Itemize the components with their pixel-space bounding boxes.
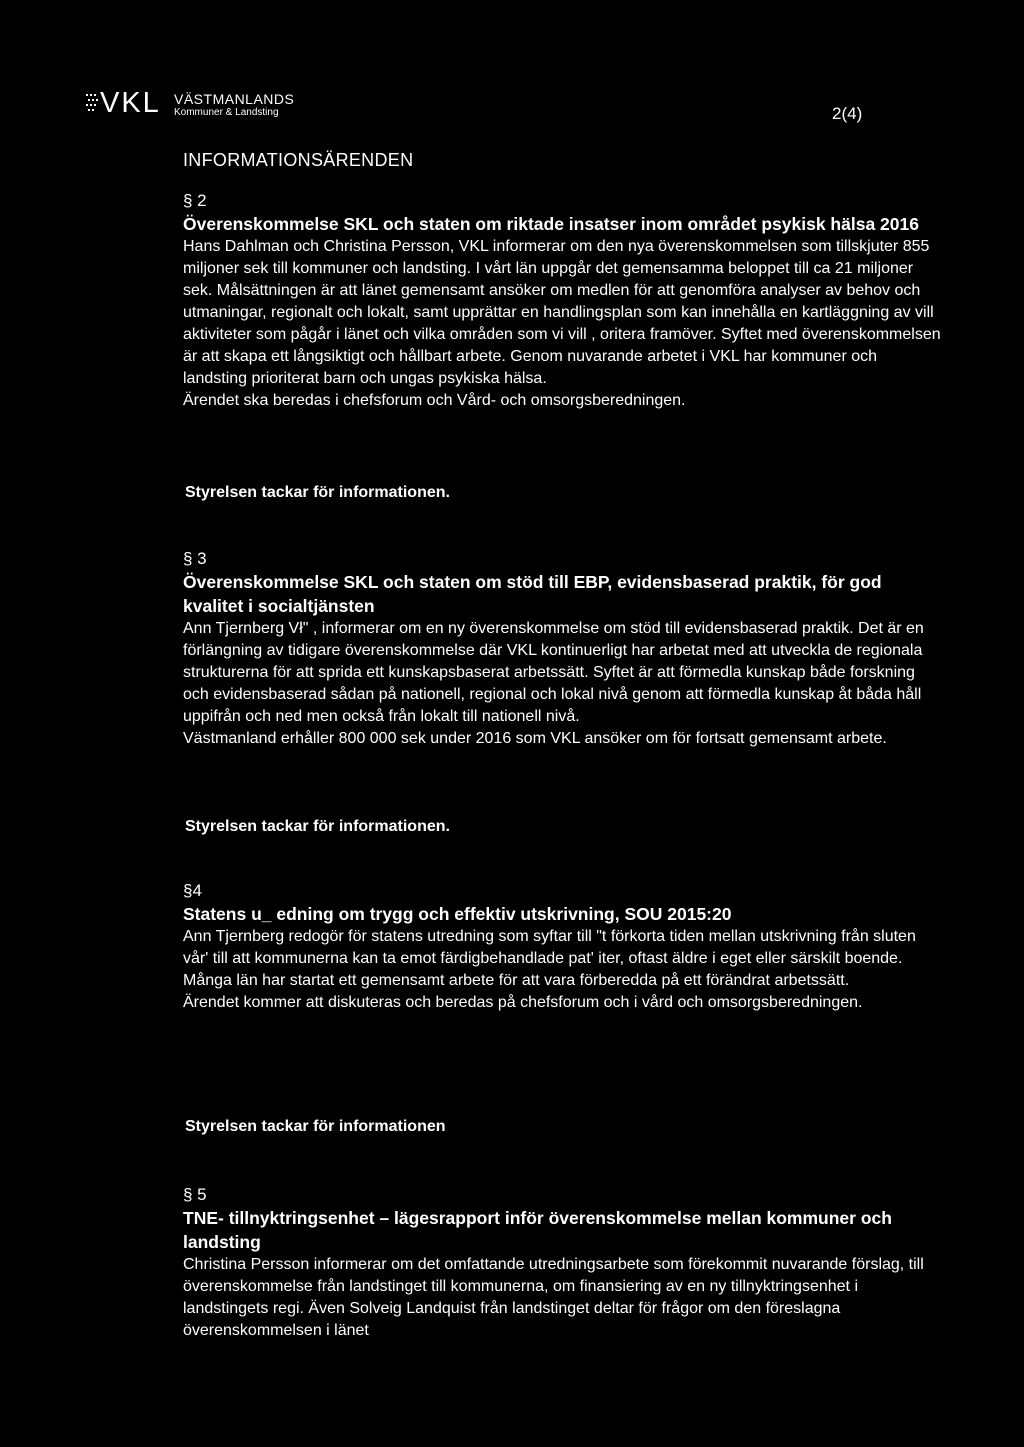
agenda-item-4 [183, 880, 943, 1014]
item-body: Ann Tjernberg Vł" , informerar om en ny överenskommelse om stöd till evidensbaserad praktik. Det är en förlängning av tidigare överenskommelse där VKL kontinuerligt har arbetat med att utveckla de regionala strukturerna för att sprida ett kunskapsbaserat arbetssätt. Syftet är att förmedla kunskap både forskning och evidensbaserad sådan på nationell, regional och lokal nivå genom att förmedla kunskap åt båda håll uppifrån och ned men också från lokalt till nationell nivå. [183, 620, 924, 725]
item-conclusion: Styrelsen tackar för informationen. [185, 484, 450, 501]
logo-dots-icon [86, 94, 98, 112]
agenda-item-3 [183, 548, 943, 750]
paragraph-number: § 2 [183, 191, 207, 210]
page-number: 2(4) [832, 104, 863, 123]
item-body-note: Västmanland erhåller 800 000 sek under 2016 som VKL ansöker om för fortsatt gemensamt arbete. [183, 730, 887, 747]
item-conclusion: Styrelsen tackar för informationen. [185, 818, 450, 835]
item-body: Christina Persson informerar om det omfattande utredningsarbete som förekommit nuvarande förslag, till överenskommelse från landstinget till kommunerna, om finansiering av en ny tillnyktringsenhet i landstingets regi. Även Solveig Landquist från landstinget deltar för frågor om den föreslagna överenskommelsen i länet [183, 1256, 924, 1339]
paragraph-number: § 5 [183, 1185, 207, 1204]
item-body-note: Ärendet ska beredas i chefsforum och Vård- och omsorgsberedningen. [183, 392, 686, 409]
item-conclusion: Styrelsen tackar för informationen [185, 1118, 446, 1135]
paragraph-number: § 3 [183, 549, 207, 568]
item-body: Ann Tjernberg redogör för statens utredning som syftar till "t förkorta tiden mellan utskrivning från sluten vår' till att kommunerna kan ta emot färdigbehandlade pat' iter, oftast äldre i eget eller särskilt boende. Många län har startat ett gemensamt arbete för att vara förberedda på ett förändrat arbetssätt. [183, 928, 916, 989]
logo-name-line1: VÄSTMANLANDS [174, 91, 295, 107]
logo-letters: VKL [100, 87, 161, 119]
item-body: Hans Dahlman och Christina Persson, VKL informerar om den nya överenskommelsen som tillskjuter 855 miljoner sek till kommuner och landsting. I vårt län uppgår det gemensamma beloppet till ca 21 miljoner sek. Målsättningen är att länet gemensamt ansöker om medlen för att genomföra analyser av behov och utmaningar, regionalt och lokalt, samt upprättar en handlingsplan som kan innehålla en kartläggning av vill aktiviteter som pågår i länet och vilka områden som vi vill , oritera framöver. Syftet med överenskommelsen är att skapa ett långsiktigt och hållbart arbete. Genom nuvarande arbetet i VKL har kommuner och landsting prioriterat barn och ungas psykiska hälsa. [183, 238, 941, 387]
item-title: Överenskommelse SKL och staten om stöd till EBP, evidensbaserad praktik, för god kvalitet i socialtjänsten [183, 572, 882, 616]
agenda-item-5 [183, 1184, 943, 1342]
agenda-item-2 [183, 190, 943, 412]
paragraph-number: §4 [183, 881, 202, 900]
item-body-note: Ärendet kommer att diskuteras och beredas på chefsforum och i vård och omsorgsberedningen. [183, 994, 863, 1011]
section-heading: INFORMATIONSÄRENDEN [183, 150, 414, 170]
item-title: TNE- tillnyktringsenhet – lägesrapport inför överenskommelse mellan kommuner och landsting [183, 1208, 892, 1252]
logo-name-line2: Kommuner & Landsting [174, 107, 279, 118]
item-title: Överenskommelse SKL och staten om riktade insatser inom området psykisk hälsa 2016 [183, 214, 919, 234]
item-title: Statens u_ edning om trygg och effektiv utskrivning, SOU 2015:20 [183, 904, 732, 924]
